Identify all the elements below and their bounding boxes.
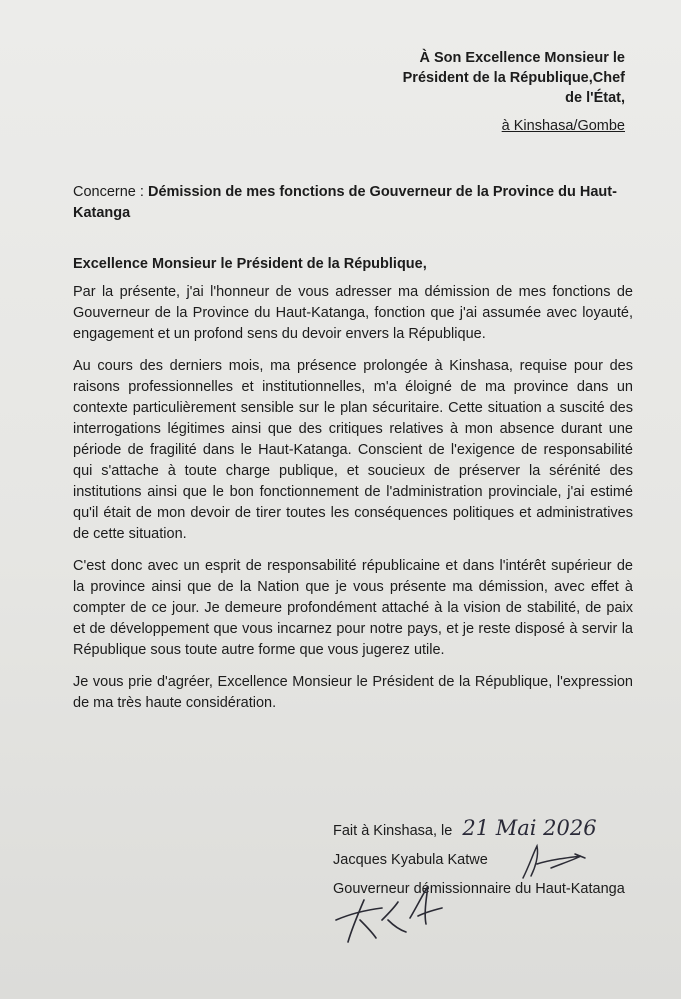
recipient-city: à Kinshasa/Gombe (501, 118, 625, 134)
subject-label: Concerne : (73, 184, 144, 200)
subject-text: Démission de mes fonctions de Gouverneur de la Province du Haut-Katanga (73, 184, 617, 221)
recipient-line-1: À Son Excellence Monsieur le (419, 50, 625, 66)
salutation: Excellence Monsieur le Président de la République, (73, 256, 427, 272)
recipient-block (403, 48, 625, 136)
paragraph-1: Par la présente, j'ai l'honneur de vous adresser ma démission de mes fonctions de Gouverneur de la Province du Haut-Katanga, fonction que j'ai assumée avec loyauté, engagement et un profond sens du devoir envers la République. (73, 284, 633, 342)
subject-line (73, 182, 633, 224)
handwritten-signature-icon (330, 880, 460, 950)
paragraph-2: Au cours des derniers mois, ma présence prolongée à Kinshasa, requise pour des raisons professionnelles et institutionnelles, m'a éloigné de ma province dans un contexte particulièrement sensible sur le plan sécuritaire. Cette situation a suscité des interrogations légitimes ainsi que des critiques relatives à mon absence durant une période de fragilité dans le Haut-Katanga. Conscient de l'exigence de responsabilité qui s'attache à toute charge publique, et soucieux de préserver la sérénité des institutions ainsi que le bon fonctionnement de l'administration provinciale, j'ai estimé qu'il était de mon devoir de tirer toutes les conséquences politiques et administratives de cette situation. (73, 358, 633, 542)
signatory-title: Gouverneur démissionnaire du Haut-Katanga (333, 881, 625, 897)
handwritten-date: 21 Mai 2026 (462, 816, 597, 840)
signatory-name: Jacques Kyabula Katwe (333, 852, 488, 868)
recipient-line-3: de l'État, (565, 90, 625, 106)
letter-body (73, 282, 633, 725)
paragraph-3: C'est donc avec un esprit de responsabilité républicaine et dans l'intérêt supérieur de la province ainsi que de la Nation que je vous présente ma démission, avec effet à compter de ce jour. Je demeure profondément attaché à la vision de stabilité, de paix et de développement que vous incarnez pour notre pays, et je reste disposé à servir la République sous toute autre forme que vous jugerez utile. (73, 558, 633, 658)
place-text: Fait à Kinshasa, le (333, 823, 453, 839)
paragraph-4: Je vous prie d'agréer, Excellence Monsieur le Président de la République, l'expression de ma très haute considération. (73, 674, 633, 711)
recipient-line-2: Président de la République,Chef (402, 70, 625, 86)
paraphe-signature-icon (515, 842, 590, 882)
place-date-line (333, 818, 625, 842)
